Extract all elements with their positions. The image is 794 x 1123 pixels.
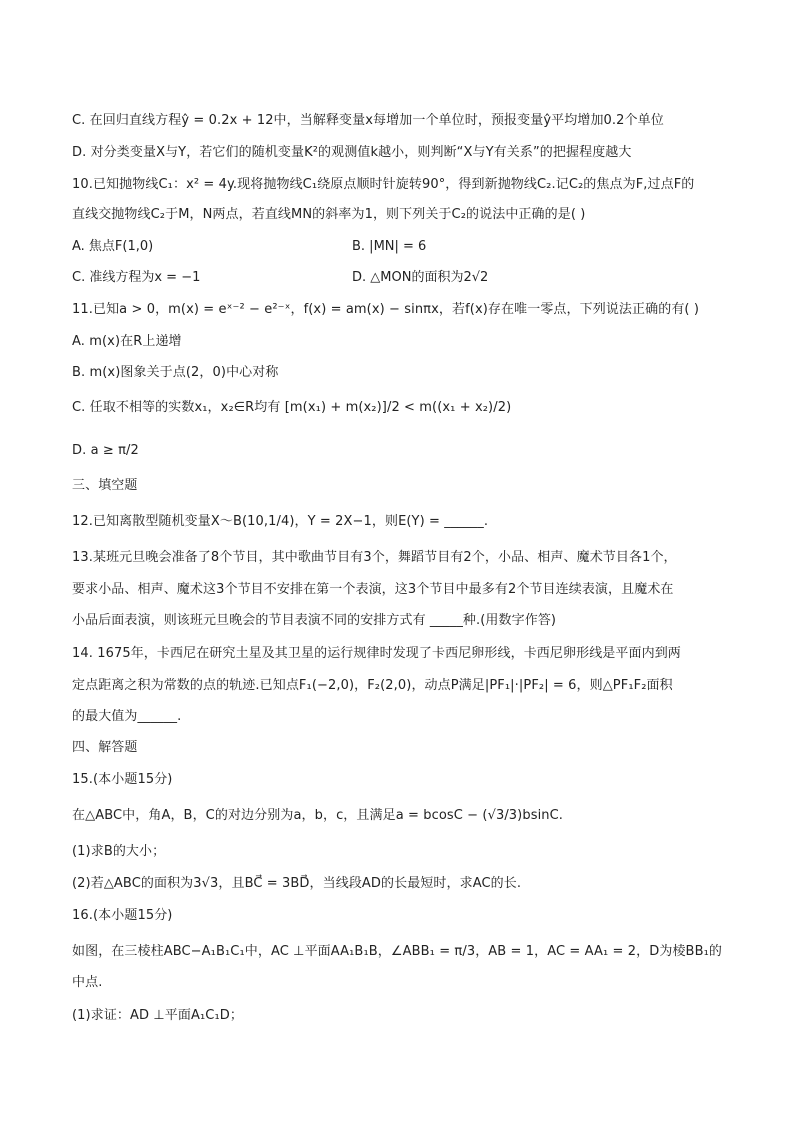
question-13-line-1: 13.某班元旦晚会准备了8个节目，其中歌曲节目有3个，舞蹈节目有2个，小品、相声、魔术节目各1个， bbox=[72, 550, 677, 565]
question-14-line-1: 14. 1675年，卡西尼在研究土星及其卫星的运行规律时发现了卡西尼卵形线，卡西尼卵形线是平面内到两 bbox=[72, 646, 681, 661]
question-16-stem-1: 如图，在三棱柱ABC−A₁B₁C₁中，AC ⊥平面AA₁B₁B，∠ABB₁ = π/3，AB = 1，AC = AA₁ = 2，D为棱BB₁的 bbox=[72, 944, 722, 959]
option-10d: D. △MON的面积为2√2 bbox=[352, 270, 489, 285]
option-11d: D. a ≥ π/2 bbox=[72, 443, 139, 458]
option-10c: C. 准线方程为x = −1 bbox=[72, 270, 201, 285]
question-15-stem: 在△ABC中，角A，B，C的对边分别为a，b，c，且满足a = bcosC − (√3/3)bsinC. bbox=[72, 808, 564, 823]
option-9c: C. 在回归直线方程ŷ = 0.2x + 12中，当解释变量x每增加一个单位时，预报变量ŷ平均增加0.2个单位 bbox=[72, 113, 664, 128]
option-9d: D. 对分类变量X与Y，若它们的随机变量K²的观测值k越小，则判断“X与Y有关系”的把握程度越大 bbox=[72, 145, 632, 160]
question-16-part-1: (1)求证：AD ⊥平面A₁C₁D； bbox=[72, 1008, 243, 1023]
question-16-stem-2: 中点. bbox=[72, 975, 103, 990]
question-13-line-3: 小品后面表演，则该班元旦晚会的节目表演不同的安排方式有 _____种.(用数字作答) bbox=[72, 613, 557, 628]
question-15-header: 15.(本小题15分) bbox=[72, 772, 173, 787]
question-10-line-1: 10.已知抛物线C₁：x² = 4y.现将抛物线C₁绕原点顺时针旋转90°，得到新抛物线C₂.记C₂的焦点为F,过点F的 bbox=[72, 177, 695, 192]
option-11c: C. 任取不相等的实数x₁，x₂∈R均有 [m(x₁) + m(x₂)]/2 < m((x₁ + x₂)/2) bbox=[72, 400, 512, 415]
section-fill-in: 三、填空题 bbox=[72, 478, 138, 493]
question-10-line-2: 直线交抛物线C₂于M，N两点，若直线MN的斜率为1，则下列关于C₂的说法中正确的是( ) bbox=[72, 207, 586, 222]
question-14-line-2: 定点距离之积为常数的点的轨迹.已知点F₁(−2,0)，F₂(2,0)，动点P满足|PF₁|·|PF₂| = 6，则△PF₁F₂面积 bbox=[72, 678, 673, 693]
section-answer: 四、解答题 bbox=[72, 740, 138, 755]
question-11-line: 11.已知a > 0，m(x) = eˣ⁻² − e²⁻ˣ，f(x) = am(x) − sinπx，若f(x)存在唯一零点，下列说法正确的有( ) bbox=[72, 302, 699, 317]
question-14-line-3: 的最大值为______. bbox=[72, 709, 182, 724]
option-11b: B. m(x)图象关于点(2，0)中心对称 bbox=[72, 365, 279, 380]
question-15-part-1: (1)求B的大小； bbox=[72, 844, 166, 859]
option-10b: B. |MN| = 6 bbox=[352, 239, 427, 254]
question-12: 12.已知离散型随机变量X～B(10,1/4)，Y = 2X−1，则E(Y) = ______. bbox=[72, 514, 489, 529]
option-11a: A. m(x)在R上递增 bbox=[72, 334, 182, 349]
question-16-header: 16.(本小题15分) bbox=[72, 908, 173, 923]
question-15-part-2: (2)若△ABC的面积为3√3，且BC⃗ = 3BD⃗，当线段AD的长最短时，求AC的长. bbox=[72, 876, 522, 891]
option-10a: A. 焦点F(1,0) bbox=[72, 239, 154, 254]
question-13-line-2: 要求小品、相声、魔术这3个节目不安排在第一个表演，这3个节目中最多有2个节目连续表演，且魔术在 bbox=[72, 582, 674, 597]
